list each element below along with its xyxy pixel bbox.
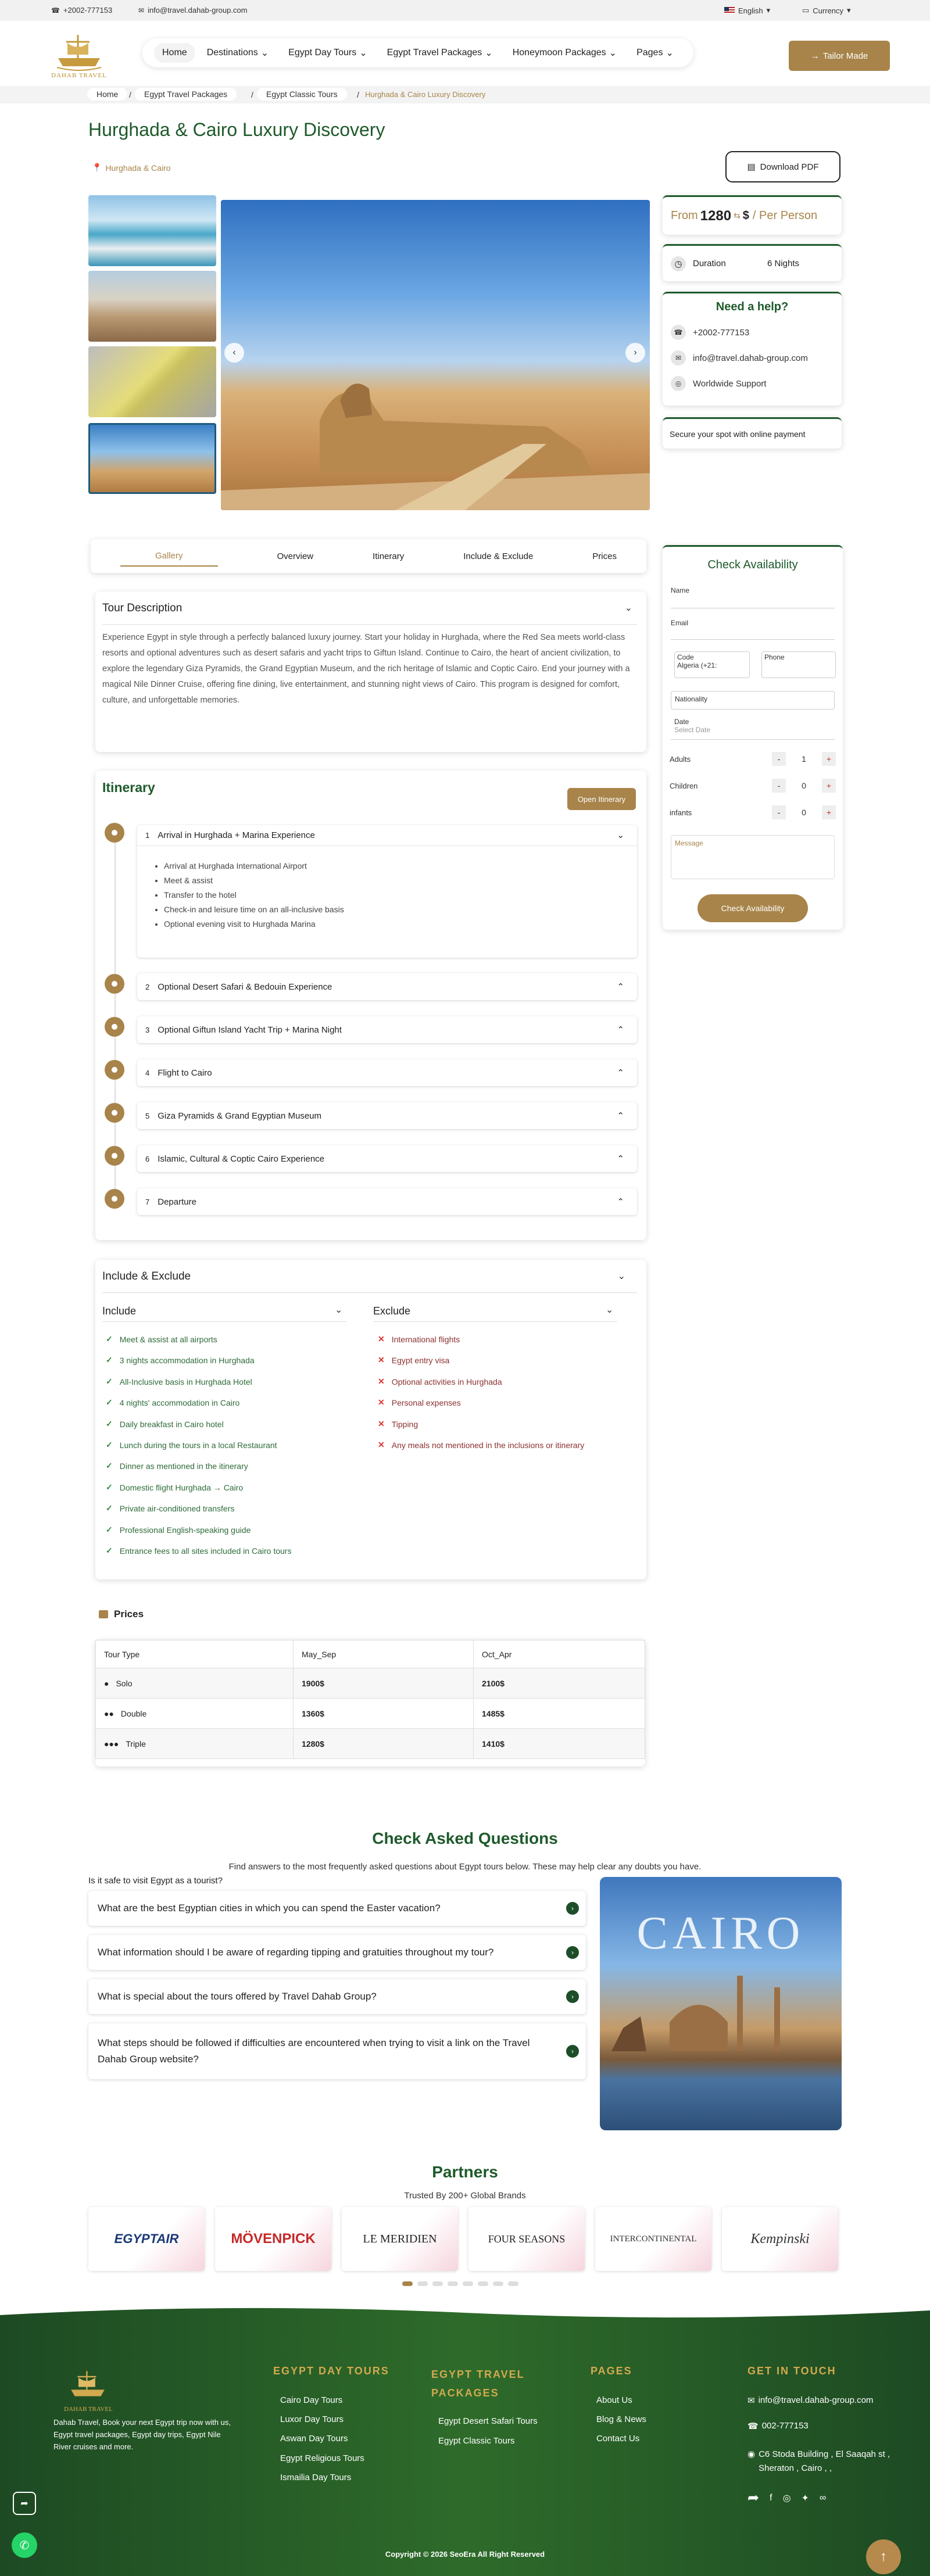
footer-email[interactable]: ✉ info@travel.dahab-group.com: [747, 2395, 874, 2406]
tour-description-card: [95, 592, 646, 752]
chevron-down-icon[interactable]: ⌄: [335, 1305, 343, 1315]
itinerary-day-4[interactable]: 4 Flight to Cairo ⌃: [137, 1059, 637, 1086]
faq-title: Check Asked Questions: [372, 1829, 558, 1847]
chevron-right-icon: ›: [566, 1946, 579, 1959]
mail-icon: ✉: [671, 350, 686, 366]
footer-wave: [0, 2300, 930, 2323]
message-field[interactable]: Message: [671, 835, 835, 879]
sphinx-illustration: [221, 200, 650, 510]
breadcrumb-separator: /: [251, 90, 253, 99]
breadcrumb-packages[interactable]: Egypt Travel Packages: [135, 88, 237, 101]
gallery-next-button[interactable]: [625, 343, 645, 363]
share-float-icon[interactable]: ➦: [13, 2492, 36, 2515]
include-item: ✓ Meet & assist at all airports: [106, 1334, 217, 1344]
help-email[interactable]: ✉ info@travel.dahab-group.com: [671, 350, 808, 366]
footer-link[interactable]: Blog & News: [596, 2414, 646, 2424]
day-pin: [105, 1017, 124, 1037]
itinerary-card: Itinerary Open Itinerary: [95, 771, 646, 1240]
check-availability-button[interactable]: Check Availability: [698, 894, 808, 922]
tab-gallery[interactable]: Gallery: [120, 546, 218, 567]
cross-icon: ✕: [378, 1377, 385, 1386]
topbar-email[interactable]: ✉ info@travel.dahab-group.com: [138, 6, 248, 15]
adults-stepper[interactable]: - 1 +: [772, 750, 836, 768]
price-card: From 1280 ⇆ $ / Per Person: [663, 195, 842, 235]
currency-swap-icon: ⇆: [734, 211, 741, 220]
check-icon: ✓: [106, 1546, 113, 1555]
footer-about: Dahab Travel, Book your next Egypt trip now with us, Egypt travel packages, Egypt day trips, Egypt Nile River cruises and more.: [53, 2418, 231, 2451]
tab-prices[interactable]: Prices: [592, 551, 617, 561]
footer-link[interactable]: Contact Us: [596, 2434, 640, 2444]
faq-item[interactable]: What is special about the tours offered by Travel Dahab Group? ›: [88, 1979, 586, 2014]
day-pin: [105, 1146, 124, 1166]
duration-card: ◷ Duration 6 Nights: [663, 244, 842, 281]
tab-overview[interactable]: Overview: [277, 551, 314, 561]
cross-icon: ✕: [378, 1398, 385, 1407]
nav-destinations[interactable]: Destinations ⌄: [206, 48, 269, 58]
phone-icon: ☎: [747, 2421, 759, 2431]
share-icon[interactable]: ➦: [747, 2490, 760, 2506]
pagination-dot-active[interactable]: [402, 2281, 413, 2286]
breadcrumb-classic[interactable]: Egypt Classic Tours: [257, 88, 347, 101]
scroll-top-button[interactable]: [866, 2539, 901, 2574]
phone-icon: ☎: [51, 6, 60, 15]
day-pin: [105, 974, 124, 994]
gallery-thumb-mosque[interactable]: [88, 271, 216, 342]
facebook-icon[interactable]: f: [770, 2492, 772, 2503]
social-links: [747, 2489, 826, 2506]
instagram-icon[interactable]: ◎: [782, 2493, 791, 2503]
footer-link[interactable]: Egypt Classic Tours: [438, 2436, 515, 2446]
day-pin: [105, 1103, 124, 1123]
footer: DAHAB TRAVEL Dahab Travel, Book your next Egypt trip now with us, Egypt travel packages, Egypt day trips, Egypt Nile River cruises and more. EGYPT DAY TOURS Cairo Day Tours Luxor Day Tours Aswan Day Tours Egypt Religious Tours Ismailia Day Tours EGYPT TRAVEL PACKAGES Egypt Desert Safari Tours Egypt Classic Tours PAGES About Us Blog & News Contact Us GET IN TOUCH ✉ info@travel.dahab-group.com ☎ 002-777153 ◉ C6 Stoda Building , El Saaqah st , Sheraton , Cairo , , ➦ f ◎ ✦ ∞ Copyright © 2026 SeoEra All Right Reserved ➦ ✆ ↑: [0, 2300, 930, 2576]
partners-subtitle: Trusted By 200+ Global Brands: [404, 2191, 526, 2201]
partners-title: Partners: [432, 2163, 498, 2181]
price-row-triple: ●●● Triple 1280$ 1410$: [96, 1729, 645, 1759]
chevron-down-icon: ⌄: [666, 48, 674, 58]
footer-link[interactable]: About Us: [596, 2395, 632, 2405]
check-icon: ✓: [106, 1461, 113, 1470]
cross-icon: ✕: [378, 1355, 385, 1364]
name-field[interactable]: Name: [671, 586, 835, 608]
footer-link[interactable]: Egypt Religious Tours: [280, 2453, 364, 2463]
faq-item[interactable]: What are the best Egyptian cities in which you can spend the Easter vacation? ›: [88, 1891, 586, 1926]
footer-phone[interactable]: ☎ 002-777153: [747, 2421, 809, 2431]
date-field[interactable]: Date Select Date: [671, 716, 835, 740]
chevron-up-icon: ⌃: [617, 1025, 624, 1035]
include-item: ✓ Professional English-speaking guide: [106, 1525, 251, 1535]
day-1-points: • Arrival at Hurghada International Airport • Meet & assist • Transfer to the hotel • Check-in and leisure time on an all-inclusive basis • Optional evening visit to Hurghada Marina: [164, 859, 344, 931]
chevron-right-icon: ›: [634, 347, 637, 357]
gallery-thumb-museum[interactable]: [88, 346, 216, 417]
twitter-icon[interactable]: ✦: [801, 2493, 809, 2503]
partner-le-meridien[interactable]: LE MERIDIEN: [342, 2207, 458, 2271]
nav-pages[interactable]: Pages ⌄: [636, 48, 674, 58]
arrow-right-icon: →: [810, 51, 820, 61]
description-title: Tour Description: [102, 602, 183, 614]
itinerary-day-1[interactable]: 1 Arrival in Hurghada + Marina Experience ⌄ • Arrival at Hurghada International Airport • Meet & assist • Transfer to the hotel • Check-in and leisure time on an all-inclusive basis • Optional evening visit to Hurghada Marina: [137, 825, 637, 958]
price-row-solo: ● Solo 1900$ 2100$: [96, 1668, 645, 1699]
page-title: Hurghada & Cairo Luxury Discovery: [88, 119, 385, 140]
phone-icon: ☎: [671, 325, 686, 340]
partner-four-seasons[interactable]: FOUR SEASONS: [468, 2207, 585, 2271]
chevron-up-icon: ⌃: [617, 1154, 624, 1164]
itinerary-day-5[interactable]: 5 Giza Pyramids & Grand Egyptian Museum ⌃: [137, 1102, 637, 1129]
include-item: ✓ Lunch during the tours in a local Restaurant: [106, 1440, 277, 1450]
user-icon: ●: [104, 1678, 109, 1688]
nav-egypt-day-tours[interactable]: Egypt Day Tours ⌄: [288, 48, 367, 58]
footer-logo-icon[interactable]: [56, 2363, 120, 2409]
chevron-down-icon: ▾: [847, 6, 851, 15]
check-icon: ✓: [106, 1525, 113, 1534]
tour-location: 📍 Hurghada & Cairo: [92, 163, 171, 173]
us-flag-icon: [724, 7, 735, 14]
check-icon: ✓: [106, 1503, 113, 1513]
itinerary-day-2[interactable]: 2 Optional Desert Safari & Bedouin Experience ⌃: [137, 973, 637, 1000]
plus-icon[interactable]: +: [822, 805, 836, 819]
partner-movenpick[interactable]: MÖVENPICK: [215, 2207, 331, 2271]
open-itinerary-button[interactable]: Open Itinerary: [567, 788, 636, 810]
check-icon: ✓: [106, 1334, 113, 1343]
email-field[interactable]: Email: [671, 619, 835, 640]
main-gallery-image: [221, 200, 650, 510]
nav-honeymoon-packages[interactable]: Honeymoon Packages ⌄: [512, 48, 617, 58]
itinerary-day-7[interactable]: 7 Departure ⌃: [137, 1188, 637, 1215]
help-card: Need a help? ☎ +2002-777153 ✉ info@travel.dahab-group.com ◎ Worldwide Support: [663, 292, 842, 406]
partner-intercontinental[interactable]: INTERCONTINENTAL: [595, 2207, 711, 2271]
pagination-dot[interactable]: [432, 2281, 443, 2286]
minus-icon[interactable]: -: [772, 752, 786, 766]
include-item: ✓ Daily breakfast in Cairo hotel: [106, 1419, 224, 1429]
minus-icon[interactable]: -: [772, 779, 786, 793]
chevron-up-icon: ⌃: [617, 1111, 624, 1121]
day-pin: [105, 1189, 124, 1209]
include-item: ✓ Entrance fees to all sites included in Cairo tours: [106, 1546, 292, 1556]
users-icon: ●●: [104, 1708, 114, 1718]
breadcrumb-separator: /: [129, 90, 131, 99]
children-stepper[interactable]: - 0 +: [772, 777, 836, 794]
nationality-select[interactable]: Nationality: [671, 691, 835, 710]
itinerary-day-3[interactable]: 3 Optional Giftun Island Yacht Trip + Marina Night ⌃: [137, 1016, 637, 1043]
footer-link[interactable]: Aswan Day Tours: [280, 2434, 348, 2444]
chevron-down-icon[interactable]: ⌄: [606, 1305, 614, 1315]
include-item: ✓ Private air-conditioned transfers: [106, 1503, 235, 1513]
cross-icon: ✕: [378, 1419, 385, 1428]
breadcrumb-current: Hurghada & Cairo Luxury Discovery: [365, 90, 486, 99]
include-item: ✓ Domestic flight Hurghada → Cairo: [106, 1482, 244, 1492]
partners-pagination: [402, 2281, 518, 2286]
group-icon: ●●●: [104, 1739, 119, 1749]
currency-select[interactable]: ▭ Currency ▾: [802, 6, 851, 15]
logo[interactable]: DAHAB TRAVEL: [41, 24, 117, 83]
chevron-down-icon[interactable]: ⌄: [624, 603, 632, 613]
include-item: ✓ Dinner as mentioned in the itinerary: [106, 1461, 248, 1471]
footer-link[interactable]: Luxor Day Tours: [280, 2414, 344, 2424]
mosque-illustration: [600, 1877, 842, 2130]
location-pin-icon: 📍: [92, 163, 102, 172]
clock-icon: ◷: [671, 256, 686, 271]
cross-icon: ✕: [378, 1334, 385, 1343]
tab-include-exclude[interactable]: Include & Exclude: [463, 551, 534, 561]
footer-address: ◉ C6 Stoda Building , El Saaqah st , Sheraton , Cairo , ,: [747, 2448, 904, 2475]
faq-subtitle: Find answers to the most frequently asked questions about Egypt tours below. These may help clear any doubts you have.: [228, 1862, 702, 1872]
footer-link[interactable]: Cairo Day Tours: [280, 2395, 343, 2405]
download-pdf-button[interactable]: ▤ Download PDF: [725, 151, 840, 182]
breadcrumb-home[interactable]: Home: [87, 88, 127, 101]
tour-tabs: [91, 539, 646, 573]
breadcrumb: [0, 86, 930, 103]
day-pin: [105, 1060, 124, 1080]
check-icon: ✓: [106, 1440, 113, 1449]
mail-icon: ✉: [747, 2396, 755, 2406]
minus-icon[interactable]: -: [772, 805, 786, 819]
nav-home[interactable]: Home: [154, 43, 195, 63]
pdf-icon: ▤: [747, 162, 756, 172]
pagination-dot[interactable]: [508, 2281, 518, 2286]
exclude-item: ✕ Any meals not mentioned in the inclusions or itinerary: [378, 1440, 585, 1450]
price-row-double: ●● Double 1360$ 1485$: [96, 1699, 645, 1729]
check-icon: ✓: [106, 1377, 113, 1386]
copyright: Copyright © 2026 SeoEra All Right Reserved: [385, 2550, 545, 2559]
check-availability-form: Check Availability Name Email Code Algeria (+21: Phone Nationality Date Select Date Adults - 1 + Children - 0 + infants - 0 + Message Check Availability: [663, 545, 843, 930]
cairo-image: CAIRO: [600, 1877, 842, 2130]
gallery-prev-button[interactable]: [224, 343, 244, 363]
infants-stepper[interactable]: - 0 +: [772, 804, 836, 821]
chevron-down-icon: ⌄: [359, 48, 367, 58]
location-pin-icon: ◉: [747, 2449, 756, 2459]
pagination-dot[interactable]: [463, 2281, 473, 2286]
main-menu: [142, 38, 693, 67]
tab-itinerary[interactable]: Itinerary: [373, 551, 405, 561]
country-code-select[interactable]: Code Algeria (+21:: [674, 651, 750, 678]
exclude-item: ✕ International flights: [378, 1334, 460, 1344]
description-text: Experience Egypt in style through a perfectly balanced luxury journey. Start your holiday in Hurghada, where the Red Sea meets world-class resorts and optional adventures such as desert safaris and yacht trips to Giftun Island. Continue to Cairo, the heart of ancient civilization, to explore the legendary Giza Pyramids, the Grand Egyptian Museum, and the rich heritage of Islamic and Coptic Cairo. End your journey with a magical Nile Dinner Cruise, offering fine dining, live entertainment, and stunning night views of Cairo. This program is designed for comfort, culture, and unforgettable memories.: [102, 633, 630, 705]
pagination-dot[interactable]: [448, 2281, 458, 2286]
plus-icon[interactable]: +: [822, 752, 836, 766]
chevron-up-icon: ⌃: [617, 982, 624, 992]
top-bar: [0, 0, 930, 21]
mail-icon: ✉: [138, 6, 145, 15]
globe-icon: ◎: [671, 376, 686, 391]
pagination-dot[interactable]: [417, 2281, 428, 2286]
partner-egyptair[interactable]: EGYPTAIR: [88, 2207, 205, 2271]
chevron-left-icon: ‹: [233, 347, 236, 357]
faq-item[interactable]: What information should I be aware of regarding tipping and gratuities throughout my tour? ›: [88, 1935, 586, 1970]
chevron-right-icon: ›: [566, 2045, 579, 2058]
chevron-up-icon: ⌃: [617, 1068, 624, 1078]
price-tag-icon: [99, 1610, 108, 1618]
tailor-made-button[interactable]: → Tailor Made: [789, 41, 890, 71]
faq-first-question[interactable]: Is it safe to visit Egypt as a tourist?: [88, 1876, 223, 1886]
secure-payment-note: Secure your spot with online payment: [663, 417, 842, 449]
check-icon: ✓: [106, 1482, 113, 1492]
gallery-thumb-sphinx[interactable]: [88, 423, 216, 494]
currency-icon: ▭: [802, 6, 810, 15]
pagination-dot[interactable]: [493, 2281, 503, 2286]
day-pin: [105, 823, 124, 843]
topbar-phone[interactable]: ☎ +2002-777153: [51, 6, 113, 15]
chevron-down-icon: ⌄: [485, 48, 493, 58]
prices-table: Tour Type May_Sep Oct_Apr ● Solo 1900$ 2100$ ●● Double 1360$ 1485$ ●●● Triple 1280$ 1410$: [95, 1640, 645, 1767]
itinerary-day-6[interactable]: 6 Islamic, Cultural & Coptic Cairo Experience ⌃: [137, 1145, 637, 1172]
whatsapp-icon[interactable]: ✆: [12, 2532, 37, 2558]
footer-link[interactable]: Egypt Desert Safari Tours: [438, 2416, 538, 2426]
include-exclude-card: Include & Exclude ⌄ Include ⌄ Exclude ⌄: [95, 1260, 646, 1579]
prices-title: Prices: [99, 1608, 144, 1620]
cross-icon: ✕: [378, 1440, 385, 1449]
exclude-item: ✕ Personal expenses: [378, 1398, 461, 1407]
exclude-item: ✕ Tipping: [378, 1419, 419, 1429]
faq-item[interactable]: What steps should be followed if difficulties are encountered when trying to visit a link on the Travel Dahab Group website? ›: [88, 2023, 586, 2079]
language-select[interactable]: English ▾: [724, 6, 770, 15]
check-icon: ✓: [106, 1355, 113, 1364]
chevron-up-icon: ⌃: [617, 1197, 624, 1207]
check-icon: ✓: [106, 1419, 113, 1428]
chevron-down-icon: ⌄: [617, 830, 624, 840]
exclude-item: ✕ Optional activities in Hurghada: [378, 1377, 502, 1386]
include-item: ✓ 4 nights' accommodation in Cairo: [106, 1398, 240, 1407]
chevron-down-icon[interactable]: ⌄: [617, 1271, 625, 1281]
help-phone[interactable]: ☎ +2002-777153: [671, 325, 749, 340]
phone-field[interactable]: Phone: [761, 651, 836, 678]
chevron-down-icon: ▾: [766, 6, 771, 15]
plus-icon[interactable]: +: [822, 779, 836, 793]
footer-link[interactable]: Ismailia Day Tours: [280, 2473, 352, 2482]
check-icon: ✓: [106, 1398, 113, 1407]
gallery-thumb-marina[interactable]: [88, 195, 216, 266]
tripadvisor-icon[interactable]: ∞: [819, 2492, 827, 2503]
include-item: ✓ 3 nights accommodation in Hurghada: [106, 1355, 255, 1365]
chevron-right-icon: ›: [566, 1902, 579, 1915]
include-item: ✓ All-Inclusive basis in Hurghada Hotel: [106, 1377, 252, 1386]
chevron-right-icon: ›: [566, 1990, 579, 2003]
arrow-up-icon: ↑: [880, 2549, 887, 2564]
exclude-item: ✕ Egypt entry visa: [378, 1355, 450, 1365]
nav-egypt-travel-packages[interactable]: Egypt Travel Packages ⌄: [387, 48, 493, 58]
chevron-down-icon: ⌄: [609, 48, 617, 58]
help-support: ◎ Worldwide Support: [671, 376, 766, 391]
partner-kempinski[interactable]: Kempinski: [722, 2207, 838, 2271]
chevron-down-icon: ⌄: [260, 48, 269, 58]
pagination-dot[interactable]: [478, 2281, 488, 2286]
breadcrumb-separator: /: [357, 90, 359, 99]
